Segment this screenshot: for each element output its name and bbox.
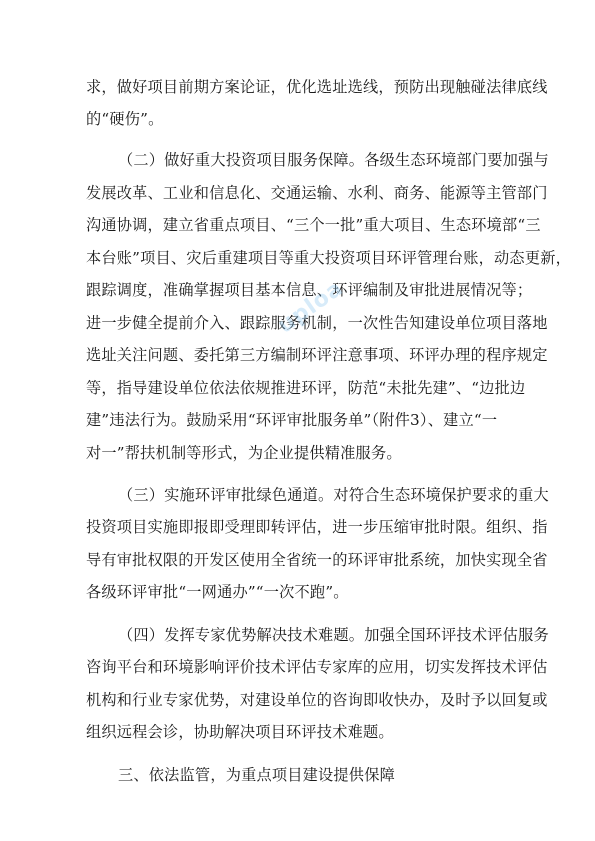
text-line: 进一步健全提前介入、跟踪服务机制，一次性告知建设单位项目落地	[86, 314, 548, 332]
text-line: 发展改革、工业和信息化、交通运输、水利、商务、能源等主管部门	[86, 184, 548, 202]
text-line: 选址关注问题、委托第三方编制环评注意事项、环评办理的程序规定	[86, 346, 548, 364]
paragraph-2-start: （二）做好重大投资项目服务保障。各级生态环境部门要加强与	[118, 151, 549, 169]
text-line: 导有审批权限的开发区使用全省统一的环评审批系统，加快实现全省	[86, 551, 548, 569]
text-line: 各级环评审批“一网通办”“一次不跑”。	[86, 583, 349, 601]
text-line: 等，指导建设单位依法依规推进环评，防范“未批先建”、“边批边	[86, 379, 526, 397]
text-line: 本台账”项目、灾后重建项目等重大投资项目环评管理台账，动态更新，	[86, 249, 571, 267]
text-line: 求，做好项目前期方案论证，优化选址选线，预防出现触碰法律底线	[86, 78, 548, 96]
text-line: 投资项目实施即报即受理即转评估，进一步压缩审批时限。组织、指	[86, 518, 548, 536]
text-line: 组织远程会诊，协助解决项目环评技术难题。	[86, 723, 394, 741]
text-line: 沟通协调，建立省重点项目、“三个一批”重大项目、生态环境部“三	[86, 216, 541, 234]
text-line: 咨询平台和环境影响评价技术评估专家库的应用，切实发挥技术评估	[86, 658, 548, 676]
text-line: 跟踪调度，准确掌握项目基本信息、环评编制及审批进展情况等；	[86, 281, 533, 299]
paragraph-3-start: （三）实施环评审批绿色通道。对符合生态环境保护要求的重大	[118, 486, 549, 504]
text-line: 的“硬伤”。	[86, 110, 164, 128]
section-heading: 三、依法监管，为重点项目建设提供保障	[118, 766, 395, 784]
text-line: 对一”帮扶机制等形式，为企业提供精准服务。	[86, 444, 402, 462]
text-line: 机构和行业专家优势，对建设单位的咨询即收快办，及时予以回复或	[86, 691, 548, 709]
watermark-text: uploa	[273, 275, 349, 339]
paragraph-4-start: （四）发挥专家优势解决技术难题。加强全国环评技术评估服务	[118, 626, 549, 644]
text-line: 建”违法行为。鼓励采用“环评审批服务单”（附件3）、建立“一	[86, 411, 498, 429]
